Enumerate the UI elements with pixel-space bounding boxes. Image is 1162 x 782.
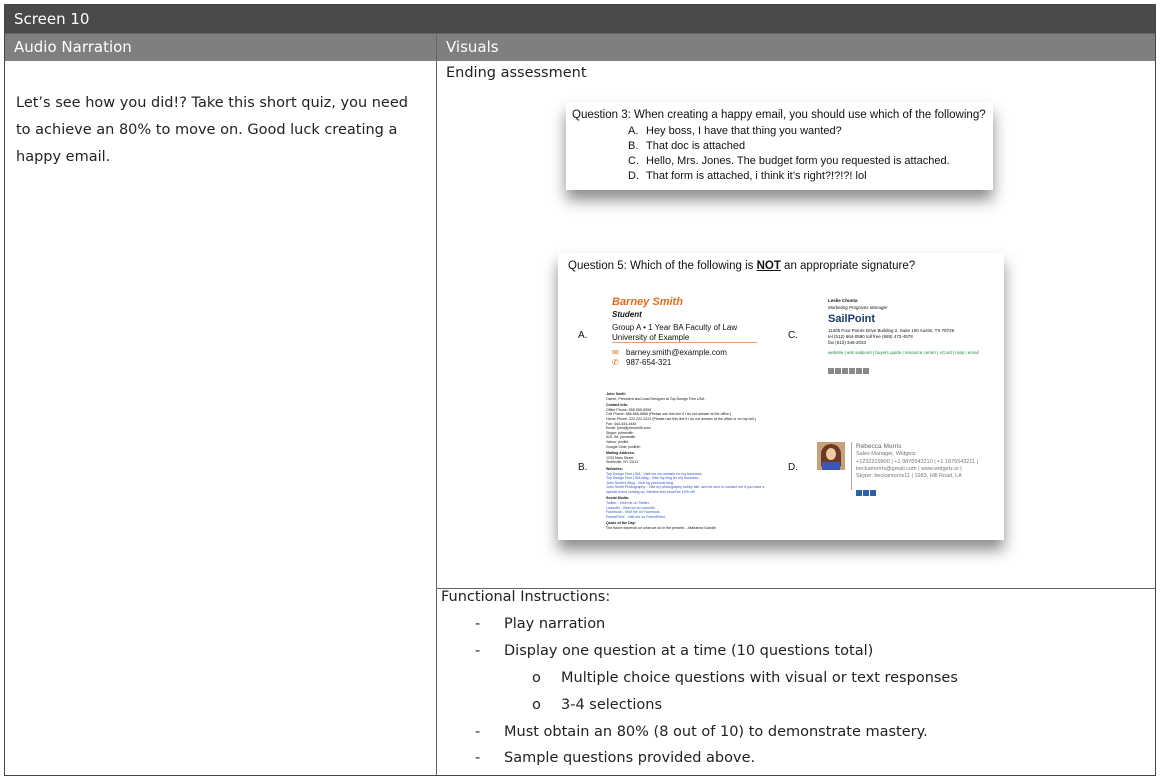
sig-b-line: AOL IM: johnsmith xyxy=(606,435,636,440)
mail-icon: ✉ xyxy=(612,348,619,357)
sig-b-line: Owner, President and Lead Designer at Top Design Firm USA xyxy=(606,396,705,401)
sig-b-block xyxy=(606,392,766,531)
sig-b-line: Skype: johnsmith xyxy=(606,430,634,435)
option-b-letter: B. xyxy=(578,462,588,473)
linkedin-icon xyxy=(863,490,869,496)
sig-c-title: Marketing Programs Manager xyxy=(828,305,888,310)
phone-icon: ✆ xyxy=(612,358,619,367)
question-3-option-c: C. Hello, Mrs. Jones. The budget form you requested is attached. xyxy=(628,155,950,167)
sig-d-social-icons xyxy=(856,483,877,501)
sig-d-email-web: beckamorris@gmail.com | www.widgetz.io | xyxy=(856,466,962,472)
sig-b-line: Mailing Address: xyxy=(606,451,635,456)
sig-b-line: Email: john@johnsmith.com xyxy=(606,426,651,431)
sig-a-name: Barney Smith xyxy=(612,296,683,308)
sig-a-line1: Group A • 1 Year BA Faculty of Law xyxy=(612,323,738,332)
profile-photo xyxy=(817,442,845,470)
social-icon xyxy=(842,368,848,374)
column-divider xyxy=(436,33,437,775)
sig-d-skype: Skype: beckamorris11 | 1983, Hill Road, LA xyxy=(856,473,962,479)
sig-b-line: Contact Info: xyxy=(606,403,629,408)
question-3-option-a: A. Hey boss, I have that thing you wanted? xyxy=(628,125,842,137)
sig-a-email: barney.smith@example.com xyxy=(626,348,727,357)
sig-d-phones: +1232319900 | +1 9876543210 | +1 1876543211 | xyxy=(856,459,979,465)
sig-b-line: Twitter - Visit me on Twitter. xyxy=(606,501,650,506)
sig-d-divider xyxy=(851,442,852,490)
sig-c-fax: fax (512) 346-2033 xyxy=(828,340,867,345)
sig-b-line: John Smith's Blog - Visit my personal blog. xyxy=(606,480,674,485)
question-3-option-b: B. That doc is attached xyxy=(628,140,746,152)
sig-b-line: Top Design Firm USA Blog - Visit my blog for my business. xyxy=(606,476,700,481)
social-icon xyxy=(856,368,862,374)
sig-b-line: John Smith Photography - Visit my photography hobby site, and be sure to contact me if you have a special event coming up. Mention this email for 10% off! xyxy=(606,485,765,494)
twitter-icon xyxy=(870,490,876,496)
sig-b-line: Top Design Firm USA - Visit me my website for my business. xyxy=(606,471,703,476)
sig-c-tel: tel (512) 664-0590 toll free (888) 472-4578 xyxy=(828,334,913,339)
sig-a-role: Student xyxy=(612,310,642,319)
sig-c-address: 11305 Four Points Drive Building 2, Suite 100 Austin, TX 78726 xyxy=(828,328,955,333)
visuals-label: Ending assessment xyxy=(446,65,587,81)
audio-narration-header: Audio Narration xyxy=(14,38,132,56)
column-header-row xyxy=(5,33,1155,61)
sig-c-name: Leslie Chunta xyxy=(828,298,858,303)
sig-b-line: Google Chat: jsmithlh xyxy=(606,444,641,449)
sig-b-line: FriendFeed - Visit me on FriendFeed. xyxy=(606,514,666,519)
sig-b-line: Social Media: xyxy=(606,496,629,501)
social-icon xyxy=(835,368,841,374)
sig-b-line: Websites: xyxy=(606,466,623,471)
sig-b-line: Fax: 444-444-4444 xyxy=(606,421,637,426)
social-icon xyxy=(828,368,834,374)
sig-b-line: The future depends on what we do in the present. - Mahatma Gandhi xyxy=(606,526,716,531)
facebook-icon xyxy=(856,490,862,496)
question-3-option-d: D. That form is attached, i think it’s right?!?!?! lol xyxy=(628,170,867,182)
option-c-letter: C. xyxy=(788,330,798,341)
sig-b-line: Office Phone: 555-555-5555 xyxy=(606,407,652,412)
sig-d-title: Sales Manager, Widgetz xyxy=(856,451,916,457)
screen-title: Screen 10 xyxy=(5,5,1155,33)
sig-b-line: Smithville, NY 11111 xyxy=(606,460,639,465)
sig-a-phone: 987-654-321 xyxy=(626,358,672,367)
option-a-letter: A. xyxy=(578,330,588,341)
question-5-card xyxy=(558,253,1004,540)
social-icon xyxy=(849,368,855,374)
sailpoint-logo: SailPoint xyxy=(828,313,876,325)
visuals-header: Visuals xyxy=(446,38,499,56)
question-5-title: Question 5: Which of the following is NOT an appropriate signature? xyxy=(568,260,916,272)
sig-d-name: Rebecca Morris xyxy=(856,443,902,450)
sig-a-divider xyxy=(612,342,757,343)
sig-b-line: Quote of the Day: xyxy=(606,521,636,526)
sig-a-line2: University of Example xyxy=(612,333,690,342)
sig-b-line: Home Phone: 222-222-2222 (Please use this line if I do not answer at the office or on my cell.) xyxy=(606,416,756,421)
sig-b-line: Facebook - Visit me on Facebook. xyxy=(606,510,661,515)
question-3-title: Question 3: When creating a happy email, you should use which of the following? xyxy=(572,109,986,121)
sig-b-line: John Smith xyxy=(606,392,626,396)
functional-instructions-title: Functional Instructions: xyxy=(441,589,611,605)
sig-c-social-icons xyxy=(828,361,870,379)
sig-b-line: Yahoo: jsmithl xyxy=(606,439,629,444)
sig-c-links: website | ask sailpoint | buyers guide | resource center | vCard | map | email xyxy=(828,350,979,355)
sig-b-line: Cell Phone: 666-666-6666 (Please use this line if I do not answer at the office.) xyxy=(606,412,732,417)
social-icon xyxy=(863,368,869,374)
narration-text: Let’s see how you did!? Take this short quiz, you need to achieve an 80% to move on. Good luck creating a happy email. xyxy=(16,95,408,165)
sig-b-line: 1234 Main Street xyxy=(606,455,634,460)
question-3-card xyxy=(566,102,993,190)
option-d-letter: D. xyxy=(788,462,798,473)
sig-b-line: LinkedIn - Visit me on LinkedIn xyxy=(606,505,656,510)
